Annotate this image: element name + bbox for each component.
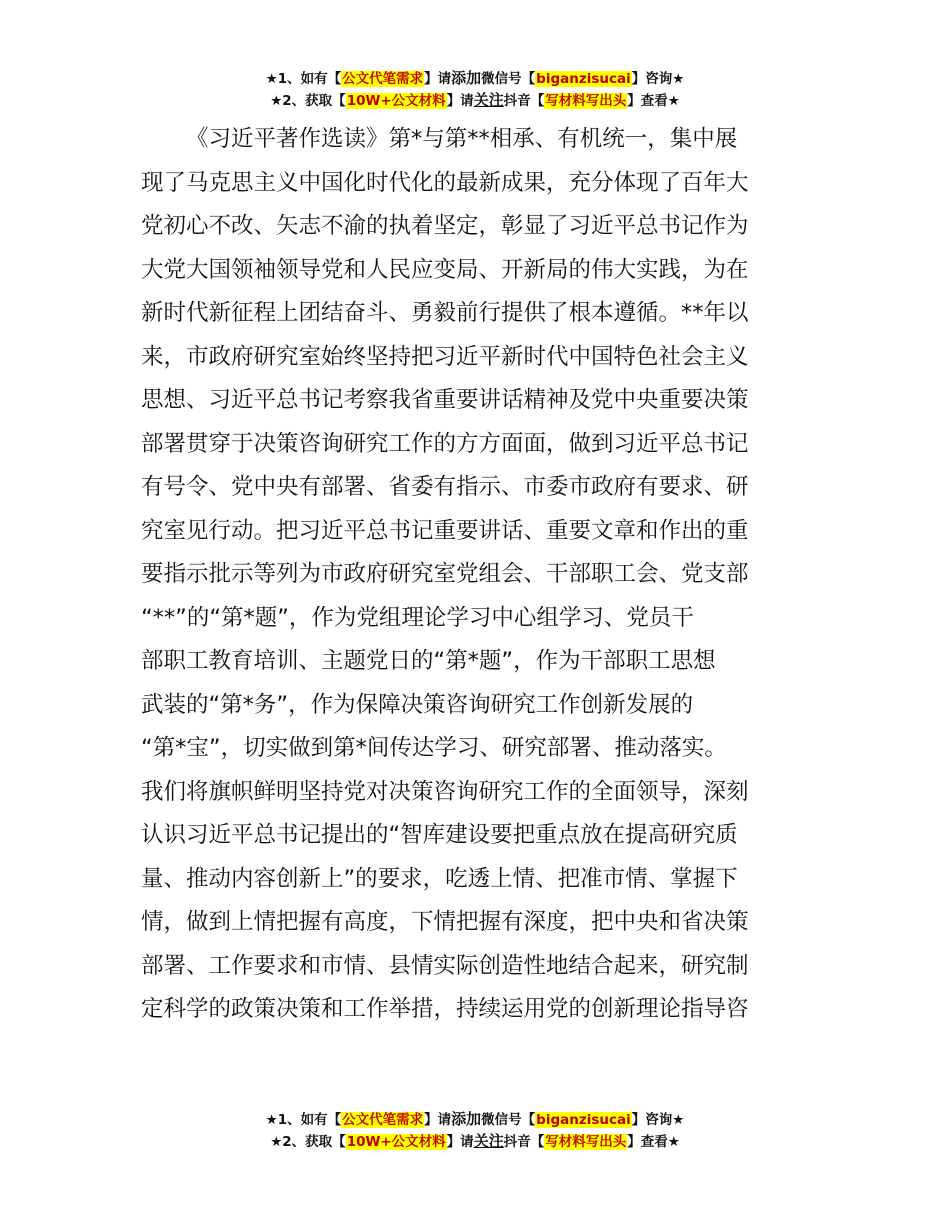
- banner-text: 微信号【: [481, 1112, 536, 1128]
- body-line: 部职工教育培训、主题党日的“第*题”，作为干部职工思想: [141, 648, 716, 674]
- banner-text: ★1、如有【: [265, 71, 342, 87]
- highlight-douyin: 写材料写出头: [545, 93, 627, 109]
- highlight-service: 公文代笔需求: [342, 1112, 424, 1128]
- banner-text: ★2、获取【: [270, 93, 346, 109]
- banner-text: 】请: [424, 71, 452, 87]
- highlight-materials: 10W+公文材料: [346, 1134, 446, 1150]
- banner-text: ★1、如有【: [265, 1112, 342, 1128]
- footer-banner: [0, 1109, 950, 1153]
- banner-text: 微信号【: [481, 71, 536, 87]
- highlight-douyin: 写材料写出头: [545, 1134, 627, 1150]
- highlight-wechat-id: biganzisucai: [536, 1112, 631, 1128]
- banner-text: ★2、获取【: [270, 1134, 346, 1150]
- banner-line-2: [0, 1131, 950, 1153]
- body-line: 部署贯穿于决策咨询研究工作的方方面面，做到习近平总书记: [141, 430, 749, 457]
- body-line: 武装的“第*务”，作为保障决策咨询研究工作创新发展的: [141, 691, 694, 718]
- banner-line-2: [0, 90, 950, 112]
- body-line: 究室见行动。把习近平总书记重要讲话、重要文章和作出的重: [141, 517, 749, 544]
- highlight-materials: 10W+公文材料: [346, 93, 446, 109]
- document-body: [141, 118, 813, 1032]
- banner-text: 】咨询★: [631, 1112, 685, 1128]
- body-line: 认识习近平总书记提出的“智库建设要把重点放在提高研究质: [141, 822, 738, 848]
- body-line: 情，做到上情把握有高度，下情把握有深度，把中央和省决策: [141, 909, 749, 935]
- banner-text: 】请: [424, 1112, 452, 1128]
- body-line: 定科学的政策决策和工作举措，持续运用党的创新理论指导咨: [141, 996, 749, 1022]
- body-line: 党初心不改、矢志不渝的执着坚定，彰显了习近平总书记作为: [141, 213, 749, 239]
- banner-text: 】请: [446, 93, 474, 109]
- body-line: 新时代新征程上团结奋斗、勇毅前行提供了根本遵循。**年以: [141, 300, 749, 326]
- body-line: “第*宝”，切实做到第*间传达学习、研究部署、推动落实。: [141, 735, 727, 761]
- header-banner: [0, 68, 950, 112]
- banner-line-1: [0, 1109, 950, 1131]
- body-line: 来，市政府研究室始终坚持把习近平新时代中国特色社会主义: [141, 343, 749, 370]
- banner-emphasis: 添加: [451, 1110, 482, 1128]
- banner-text: 】咨询★: [631, 71, 685, 87]
- banner-text: 抖音【: [503, 93, 545, 109]
- highlight-service: 公文代笔需求: [342, 71, 424, 87]
- body-line: 部署、工作要求和市情、县情实际创造性地结合起来，研究制: [141, 952, 749, 979]
- body-line: 要指示批示等列为市政府研究室党组会、干部职工会、党支部: [141, 561, 749, 587]
- body-line: 我们将旗帜鲜明坚持党对决策咨询研究工作的全面领导，深刻: [141, 778, 749, 805]
- banner-text: 】请: [446, 1134, 474, 1150]
- banner-text: 】查看★: [627, 93, 680, 109]
- banner-emphasis: 添加: [451, 69, 482, 87]
- body-line: 有号令、党中央有部署、省委有指示、市委市政府有要求、研: [141, 474, 749, 500]
- body-line: 大党大国领袖领导党和人民应变局、开新局的伟大实践，为在: [141, 256, 749, 283]
- highlight-wechat-id: biganzisucai: [536, 71, 631, 87]
- banner-text: 】查看★: [627, 1134, 680, 1150]
- banner-line-1: [0, 68, 950, 90]
- banner-text: 抖音【: [503, 1134, 545, 1150]
- body-line: “**”的“第*题”，作为党组理论学习中心组学习、党员干: [141, 604, 694, 631]
- body-line: 现了马克思主义中国化时代化的最新成果，充分体现了百年大: [141, 169, 749, 196]
- banner-emphasis: 关注: [473, 1132, 504, 1150]
- banner-emphasis: 关注: [473, 91, 504, 109]
- body-line: 《习近平著作选读》第*与第**相承、有机统一，集中展: [186, 126, 738, 152]
- body-line: 思想、习近平总书记考察我省重要讲话精神及党中央重要决策: [141, 387, 749, 413]
- body-line: 量、推动内容创新上”的要求，吃透上情、把准市情、掌握下: [141, 865, 738, 892]
